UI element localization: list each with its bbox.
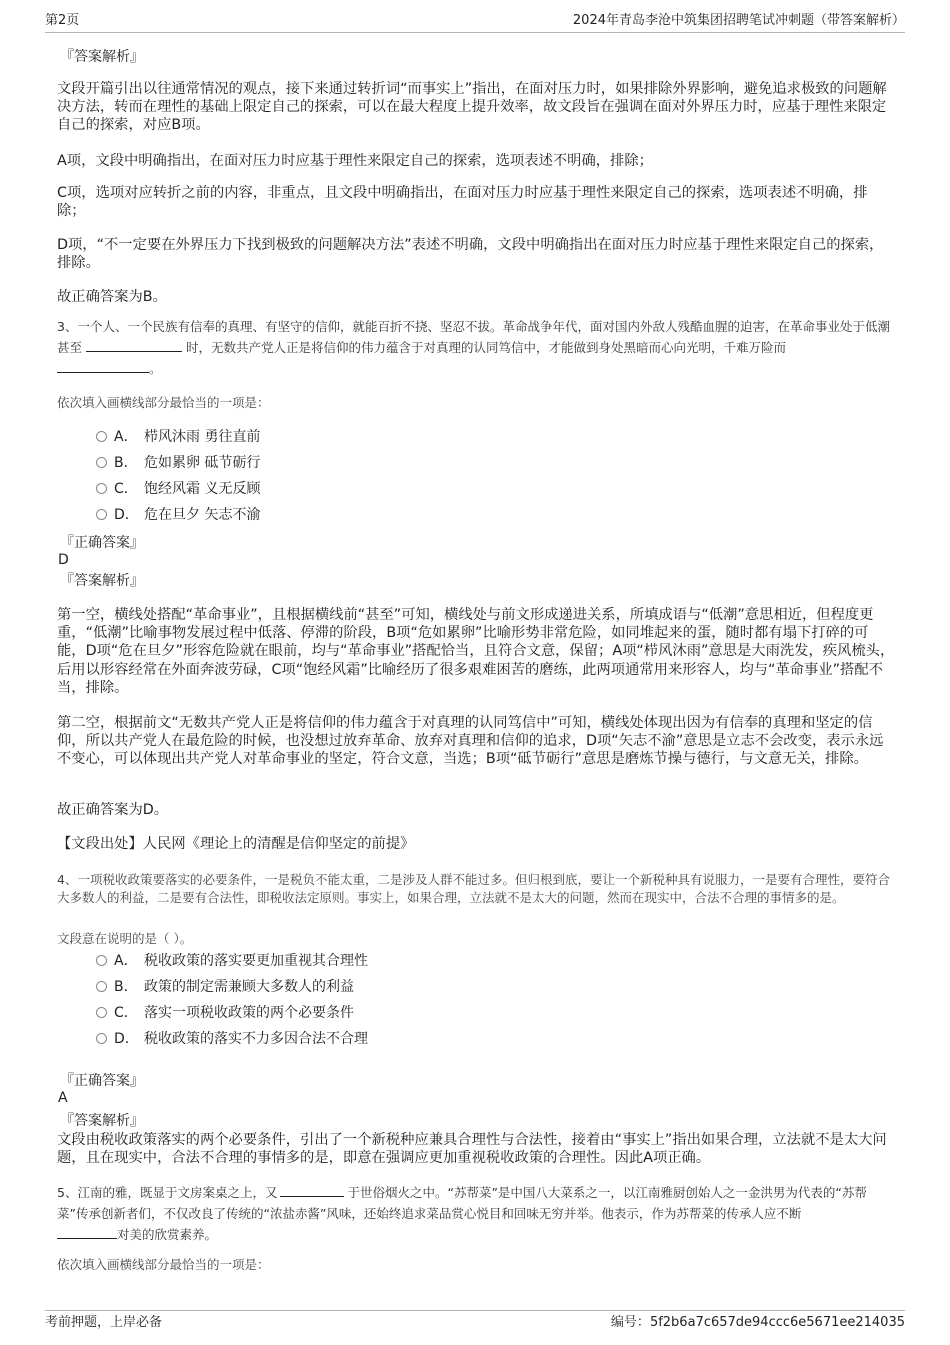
q3-source: 【文段出处】人民网《理论上的清醒是信仰坚定的前提》 bbox=[57, 836, 415, 852]
q3-stem-end: 。 bbox=[149, 361, 162, 376]
radio-icon[interactable] bbox=[96, 981, 107, 992]
analysis-label: 『答案解析』 bbox=[60, 573, 144, 589]
q3-stem bbox=[57, 316, 895, 379]
q2-analysis-p4: D项，“不一定要在外界压力下找到极致的问题解决方法”表述不明确，文段中明确指出在面对压力时应基于理性来限定自己的探索，排除。 bbox=[57, 237, 884, 272]
q3-stem-part2: 时，无数共产党人正是将信仰的伟力蕴含于对真理的认同笃信中，才能做到身处黑暗而心向光明，千难万险而 bbox=[186, 340, 787, 355]
radio-icon[interactable] bbox=[96, 431, 107, 442]
q4-stem: 4、一项税收政策要落实的必要条件，一是税负不能太重，二是涉及人群不能过多。但归根到底，要让一个新税种具有说服力，一是要有合理性，要符合大多数人的利益，二是要有合法性，即税收法定原则。事实上，如果合理，立法就不是太大的问题，然而在现实中，合法不合理的事情多的是。 bbox=[57, 872, 890, 905]
radio-icon[interactable] bbox=[96, 955, 107, 966]
q4-prompt: 文段意在说明的是（ ）。 bbox=[57, 931, 193, 946]
q4-option-a[interactable]: A． 税收政策的落实要更加重视其合理性 bbox=[96, 951, 368, 971]
q4-answer: A bbox=[58, 1090, 68, 1106]
radio-icon[interactable] bbox=[96, 483, 107, 494]
q5-stem: 5、江南的雅，既显于文房案桌之上，又 于世俗烟火之中。“苏帮菜”是中国八大菜系之一，以江南雅厨创始人之一金洪男为代表的“苏帮菜”传承创新者们，不仅改良了传统的“浓盐赤酱”风味，还始终追求菜品赏心悦目和回味无穷并举。他表示，作为苏帮菜的传承人应不断 对美的欣赏素养。 bbox=[57, 1185, 867, 1242]
q4-option-d[interactable]: D． 税收政策的落实不力多因合法不合理 bbox=[96, 1029, 368, 1049]
q3-option-b[interactable]: B． 危如累卵 砥节砺行 bbox=[96, 453, 260, 473]
page-number: 第2页 bbox=[45, 13, 80, 28]
fill-blank-1[interactable] bbox=[86, 339, 182, 352]
q3-option-a[interactable]: A． 栉风沐雨 勇往直前 bbox=[96, 427, 260, 447]
q4-option-b[interactable]: B． 政策的制定需兼顾大多数人的利益 bbox=[96, 977, 354, 997]
correct-answer-label: 『正确答案』 bbox=[60, 1073, 144, 1089]
page-header bbox=[45, 10, 905, 33]
q3-analysis-p1: 第一空，横线处搭配“革命事业”，且根据横线前“甚至”可知，横线处与前文形成递进关系，所填成语与“低潮”意思相近，但程度更重，“低潮”比喻事物发展过程中低落、停滞的阶段，B项“危如累卵”比喻形势非常危险，如同堆起来的蛋，随时都有塌下打碎的可能，D项“危在旦夕”形容危险就在眼前，均与“革命事业”搭配恰当，且符合文意，保留；A项“栉风沐雨”意思是大雨洗发，疾风梳头，后用以形容经常在外面奔波劳碌，C项“饱经风霜”比喻经历了很多艰难困苦的磨练，此两项通常用来形容人，均与“革命事业”搭配不当，排除。 bbox=[57, 607, 895, 696]
q3-answer: D bbox=[58, 552, 69, 568]
page-footer bbox=[45, 1310, 905, 1330]
radio-icon[interactable] bbox=[96, 1033, 107, 1044]
q5-instruction: 依次填入画横线部分最恰当的一项是： bbox=[57, 1257, 270, 1272]
q3-option-c[interactable]: C． 饱经风霜 义无反顾 bbox=[96, 479, 260, 499]
footer-code: 编号：5f2b6a7c657de94ccc6e5671ee214035 bbox=[610, 1315, 905, 1330]
q3-option-d[interactable]: D． 危在旦夕 矢志不渝 bbox=[96, 505, 260, 525]
radio-icon[interactable] bbox=[96, 509, 107, 520]
fill-blank-1[interactable] bbox=[280, 1184, 344, 1197]
q4-analysis: 文段由税收政策落实的两个必要条件，引出了一个新税种应兼具合理性与合法性，接着由“事实上”指出如果合理，立法就不是太大问题，且在现实中，合法不合理的事情多的是，即意在强调应更加重视税收政策的合理性。因此A项正确。 bbox=[57, 1132, 887, 1167]
q3-stem-part1: 3、一个人、一个民族有信奉的真理、有坚守的信仰，就能百折不挠、坚忍不拔。革命战争年代，面对国内外敌人残酷血腥的迫害，在革命事业处于低潮甚至 bbox=[57, 319, 890, 355]
correct-answer-label: 『正确答案』 bbox=[60, 535, 144, 551]
q2-analysis-p3: C项，选项对应转折之前的内容，非重点，且文段中明确指出，在面对压力时应基于理性来限定自己的探索，选项表述不明确，排除； bbox=[57, 185, 868, 220]
q3-conclusion: 故正确答案为D。 bbox=[57, 802, 169, 818]
footer-slogan: 考前押题，上岸必备 bbox=[45, 1315, 163, 1330]
analysis-label: 『答案解析』 bbox=[60, 49, 144, 65]
q2-conclusion: 故正确答案为B。 bbox=[57, 289, 167, 305]
q3-instruction: 依次填入画横线部分最恰当的一项是： bbox=[57, 395, 270, 410]
radio-icon[interactable] bbox=[96, 1007, 107, 1018]
document-title: 2024年青岛李沧中筑集团招聘笔试冲刺题（带答案解析） bbox=[572, 13, 905, 28]
radio-icon[interactable] bbox=[96, 457, 107, 468]
q4-option-c[interactable]: C． 落实一项税收政策的两个必要条件 bbox=[96, 1003, 354, 1023]
q2-analysis-p1: 文段开篇引出以往通常情况的观点，接下来通过转折词“而事实上”指出，在面对压力时，如果排除外界影响，避免追求极致的问题解决方法，转而在理性的基础上限定自己的探索，可以在最大程度上提升效率，故文段旨在强调在面对外界压力时，应基于理性来限定自己的探索，对应B项。 bbox=[57, 81, 887, 134]
q2-analysis-p2: A项，文段中明确指出，在面对压力时应基于理性来限定自己的探索，选项表述不明确，排除； bbox=[57, 153, 653, 169]
fill-blank-2[interactable] bbox=[57, 1226, 117, 1239]
analysis-label: 『答案解析』 bbox=[60, 1113, 144, 1129]
fill-blank-2[interactable] bbox=[57, 360, 149, 373]
q3-analysis-p2: 第二空，根据前文“无数共产党人正是将信仰的伟力蕴含于对真理的认同笃信中”可知，横线处体现出因为有信奉的真理和坚定的信仰，所以共产党人在最危险的时候，也没想过放弃革命、放弃对真理和信仰的追求，D项“矢志不渝”意思是立志不会改变，表示永远不变心，可以体现出共产党人对革命事业的坚定，符合文意，当选；B项“砥节砺行”意思是磨炼节操与德行，与文意无关，排除。 bbox=[57, 715, 884, 768]
